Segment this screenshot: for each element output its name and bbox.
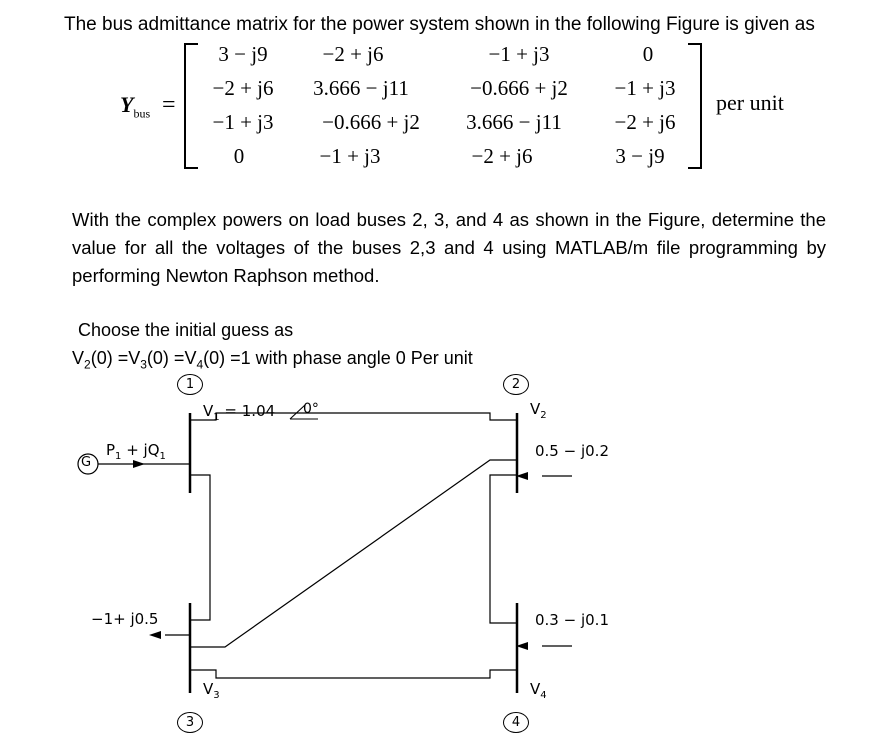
matrix-left-bracket [184, 43, 198, 169]
bus-4-load-label: 0.3 − j0.1 [535, 611, 609, 629]
initial-guess-line: $V_2(0) =V_3(0) =V_4(0) =1$ with phase angle 0 Per unit [72, 348, 473, 372]
matrix-cell: −0.666 + j2 [470, 76, 568, 100]
initial-guess-heading: Choose the initial guess as [78, 320, 294, 340]
bus-1-voltage-label: $V_1 = 1.04$ [203, 402, 276, 423]
matrix-cell: −1 + j3 [488, 42, 550, 66]
matrix-cell: 0 [642, 42, 654, 66]
bus-3-badge: 3 [177, 712, 203, 733]
bus-3-load-label: −1+ j0.5 [91, 610, 159, 628]
line-1-3 [190, 475, 210, 620]
generator-symbol: G [81, 455, 92, 470]
unit-label: per unit [716, 90, 784, 115]
matrix-cell: −0.666 + j2 [322, 110, 420, 134]
bus-1-badge: 1 [177, 374, 203, 395]
matrix-right-bracket [688, 43, 702, 169]
matrix-cell: −1 + j3 [319, 144, 381, 168]
matrix-cell: −2 + j6 [471, 144, 533, 168]
line-3-4 [190, 670, 517, 678]
task-paragraph: With the complex powers on load buses 2, 3, and 4 as shown in the Figure, determine the value for all the voltages of the buses 2,3 and 4 using MATLAB/m file programming by performing Newton Raphson method. [72, 209, 826, 286]
ybus-subscript: bus [133, 106, 151, 121]
bus-1-angle-label: 0° [303, 401, 319, 417]
ybus-symbol: $Y_{bus}$ [120, 92, 151, 121]
matrix-cell: 3 − j9 [218, 42, 268, 66]
power-system-diagram [0, 360, 886, 750]
bus-2-badge: 2 [503, 374, 529, 395]
bus-3-voltage-label: $V_3$ [203, 680, 220, 701]
problem-intro: The bus admittance matrix for the power system shown in the following Figure is given as [64, 14, 815, 35]
matrix-cell: −2 + j6 [614, 110, 676, 134]
bus-4-voltage-label: $V_4$ [530, 680, 547, 701]
line-2-3 [190, 460, 517, 647]
equals-sign: = [162, 92, 176, 118]
generator-power-label: $P_1 + jQ_1$ [106, 441, 166, 462]
bus-2-voltage-label: $V_2$ [530, 400, 547, 421]
bus-2-load-label: 0.5 − j0.2 [535, 442, 609, 460]
matrix-cell: −2 + j6 [322, 42, 384, 66]
matrix-cell: 3 − j9 [615, 144, 665, 168]
line-2-4 [490, 475, 517, 623]
matrix-cell: −1 + j3 [212, 110, 274, 134]
matrix-cell: −2 + j6 [212, 76, 274, 100]
matrix-cell: 0 [233, 144, 245, 168]
bus-4-badge: 4 [503, 712, 529, 733]
matrix-cell: 3.666 − j11 [313, 76, 409, 100]
matrix-cell: −1 + j3 [614, 76, 676, 100]
matrix-cell: 3.666 − j11 [466, 110, 562, 134]
